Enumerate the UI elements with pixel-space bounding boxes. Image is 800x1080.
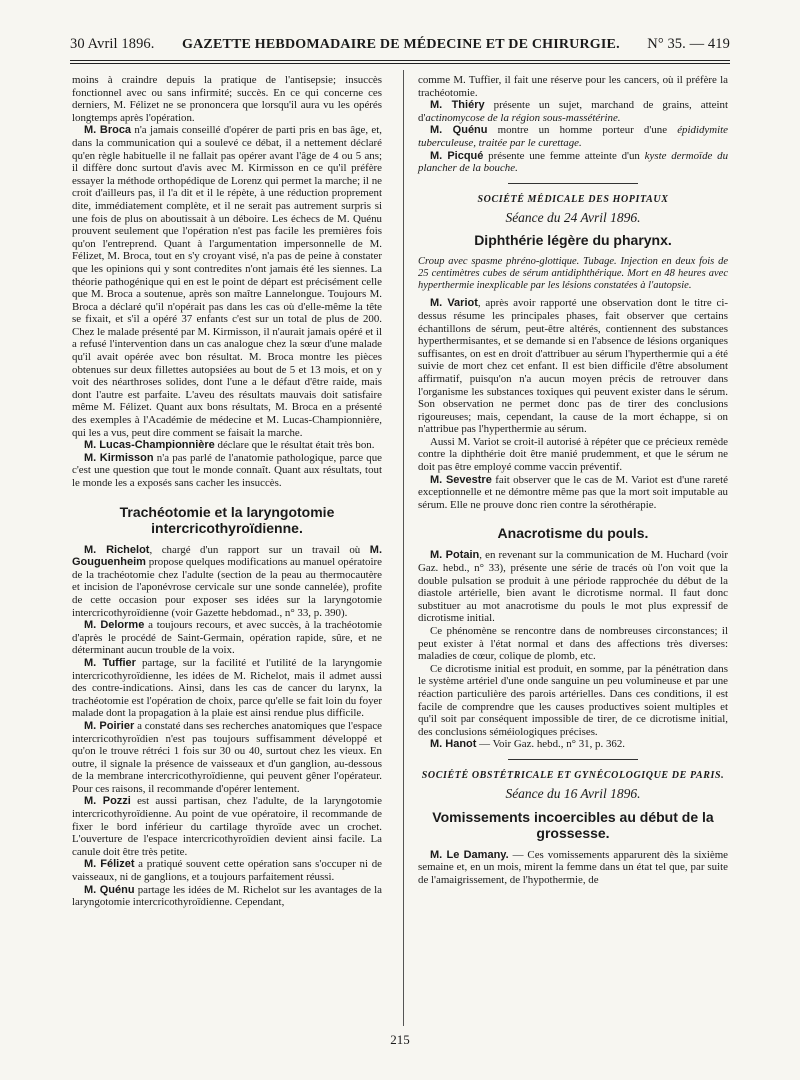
paragraph-text: a constaté dans ses recherches anatomiques que l'espace intercricothyroïdien n'est pas toujours suffisamment développé et qu'on le trouve rétréci 1 fois sur 30 ou 40, surtout chez les vieux. En outre, il signale la présence de vaisseaux et d'un ganglion, au-dessous de la membrane intercricothyroïdienne, qui peuvent gêner l'opérateur. Pour ces raisons, il recommande d'opérer lentement. [72,719,382,795]
section-title: Trachéotomie et la laryngotomie intercricothyroïdienne. [119,503,335,536]
speaker-name: M. Picqué [430,149,484,162]
section-title: Vomissements incoercibles au début de la grossesse. [432,808,714,841]
paragraph [418,738,728,751]
column-divider [403,70,404,1026]
paragraph-text: présente un sujet, marchand de grains, atteint d' [418,99,728,124]
paragraph: Aussi M. Variot se croit-il autorisé à répéter que ce précieux remède contre la diphthérie doit être manié prudemment, et que le sérum ne doit pas être employé comme vaccin préventif. [418,435,728,474]
speaker-name: M. Kirmisson [84,451,154,464]
speaker-name: M. Tuffier [84,656,136,669]
section-title: Anacrotisme du pouls. [497,525,649,542]
header-issue-page: N° 35. — 419 [647,36,730,52]
paragraph [72,795,382,858]
running-header [70,36,730,53]
speaker-name: M. Lucas-Championnière [84,439,215,452]
paragraph-text: — Voir Gaz. hebd., n° 31, p. 362. [476,738,625,751]
section-divider [508,759,638,760]
section-summary: Croup avec spasme phréno-glottique. Tubage. Injection en deux fois de 25 centimètres cubes de sérum antidiphthérique. Mort en 48 heures avec hyperthermie inexplicable par les lésions constatées à l'autopsie. [418,256,728,292]
speaker-name: M. Hanot [430,738,477,751]
paragraph [72,657,382,720]
paragraph-text: fait observer que le cas de M. Variot est d'une rareté exceptionnelle et ne démontre même pas que la mort soit imputable au sérum. Elle ne prouve donc rien contre la sérothérapie. [418,473,728,511]
paragraph-text: déclare que le résultat était très bon. [214,439,375,452]
paragraph [72,884,382,909]
speaker-name: M. Pozzi [84,795,131,808]
speaker-name: M. Richelot [84,543,150,556]
speaker-name: M. Félizet [84,858,135,871]
paragraph-text: n'a pas parlé de l'anatomie pathologique, parce que c'est une question que tout le monde connaît. Quant aux résultats, tout le monde les a exposés sans cacher les insuccès. [72,451,382,489]
paragraph [72,720,382,796]
paragraph [418,99,728,124]
italic-text: kyste dermoïde du plancher de la bouche. [418,149,729,175]
speaker-name: M. Sevestre [430,473,492,486]
speaker-name: M. Quénu [430,124,488,137]
paragraph [418,150,728,175]
paragraph [418,474,728,512]
speaker-name: M. Variot [430,297,478,310]
paragraph-text: — Ces vomissements apparurent dès la sixième semaine et, en un mois, mirent la femme dans un état tel que, par suite de l'amaigrissement, de l'hypothermie, de [418,848,728,886]
header-journal-title: GAZETTE HEBDOMADAIRE DE MÉDECINE ET DE CHIRURGIE. [182,37,620,52]
italic-text: épididymite tuberculeuse, traitée par le curettage. [418,124,728,149]
paragraph-text: , en revenant sur la communication de M. Huchard (voir Gaz. hebd., n° 33), présente une série de tracés où l'on voit que la double pulsation se produit à une période rapprochée du début de la diastole artérielle, bien avant le dicrotisme normal. Il faut donc substituer au mot anacrotisme du pouls le mot plus expressif de dicrotisme initial. [418,549,729,625]
right-column [418,74,728,886]
speaker-name: M. Potain [430,549,480,562]
section-divider [508,183,638,184]
speaker-name: M. Poirier [84,719,135,732]
speaker-name: M. Le Damany. [430,848,509,861]
paragraph [72,452,382,490]
paragraph-text: partage les idées de M. Richelot sur les avantages de la laryngotomie intercricothyroïdienne. Cependant, [72,883,382,909]
society-title: SOCIÉTÉ MÉDICALE DES HOPITAUX [477,193,669,205]
paragraph [72,858,382,883]
speaker-name: M. Quénu [84,883,135,896]
paragraph [418,849,728,887]
paragraph-text: n'a jamais conseillé d'opérer de parti pris en bas âge, et, dans la communication qui a soulevé ce débat, il a nettement déclaré qu'en règle habituelle il ne fallait pas opérer avant l'âge de 4 ou 5 ans; il diffère donc surtout d'avis avec M. Kirmisson en ce qu'il préfère essayer la méthode orthopédique de Lorenz qui permet la marche; il ne croit d'ailleurs pas, il l'a dit et il le répète, à une réduction proprement dite, immédiatement complète, et il ne serait pas autrement surpris si une fois de plus on aboutissait à un déboire. Les échecs de M. Quénu prouvent seulement que l'opération n'est pas facile les premières fois qu'on l'entreprend. Quant à l'argumentation impersonnelle de M. Félizet, M. Broca, tout en s'y croyant visé, n'a pas de peine à constater que les opinions qui y sont contredites n'ont jamais été les siennes. La théorie pathogénique qui en est le point de départ est précisément celle que M. Broca a soutenue, après son maître Lannelongue. Toujours M. Broca a déclaré qu'il n'opérait pas dans les cas où d'elle-même la tête se fixait, et s'il a opéré 37 enfants c'est sur un total de plus de 200. Chez le malade présenté par M. Kirmisson, il n'aurait jamais opéré et il a refusé l'intervention dans un cas analogue chez la sœur d'une malade qu'il avait opérée avec bon résultat. M. Broca montre les pièces obtenues sur deux fillettes autopsiées au bout de 5 et 13 mois, et on y voit des néarthroses solides, dont l'une a le défaut d'être raide, mais dont l'autre est parfaite. L'aveu des résultats mauvais doit satisfaire même M. Félizet. Quant aux bons résultats, M. Broca en a présenté des exemples à l'Académie de médecine et M. Lucas-Championnière, qui les a vus, peut dire comment se faisait la marche. [72,124,382,439]
paragraph-text: a pratiqué souvent cette opération sans s'occuper ni de vaisseaux, ni de ganglions, et a toujours parfaitement réussi. [72,858,382,884]
paragraph: Ce phénomène se rencontre dans de nombreuses circonstances; il peut exister à l'état normal et dans des affections très diverses: maladies de cœur, colique de plomb, etc. [418,625,728,663]
speaker-name: M. Broca [84,124,132,137]
paragraph-text: partage, sur la facilité et l'utilité de la laryngomie intercricothyroïdienne, les idées de M. Richelot, mais il admet aussi des contre-indications. Ainsi, dans les cas de cancer du larynx, la trachéotomie est l'opération de choix, parce qu'elle se fait loin du foyer malade dont la propagation à la plaie est ainsi rendue plus difficile. [72,656,382,720]
italic-text: actinomycose de la région sous-massétérine. [425,111,621,124]
paragraph-text: présente une femme atteinte d'un [483,149,645,162]
paragraph [72,439,382,452]
speaker-name: M. Gouguenheim [72,543,383,569]
paragraph [418,549,728,625]
session-date: Séance du 16 Avril 1896. [505,785,641,801]
paragraph-text: propose quelques modifications au manuel opératoire de la trachéotomie chez l'adulte (section de la peau au thermocautère et incision de l'aponévrose cervicale sur une sonde cannelée), profite de cette occasion pour exposer ses idées sur la laryngotomie intercricothyroïdienne (voir Gazette hebdomad., n° 33, p. 390). [72,556,382,619]
paragraph [72,619,382,657]
paragraph [72,124,382,439]
society-title: SOCIÉTÉ OBSTÉTRICALE ET GYNÉCOLOGIQUE DE PARIS. [421,769,725,781]
paragraph: comme M. Tuffier, il fait une réserve pour les cancers, où il préfère la trachéotomie. [418,74,728,99]
left-column [72,74,382,909]
paragraph-text: montre un homme porteur d'une [487,124,678,137]
session-date: Séance du 24 Avril 1896. [505,209,641,225]
header-date: 30 Avril 1896. [70,36,155,52]
page-number: 215 [390,1032,410,1047]
paragraph: moins à craindre depuis la pratique de l'antisepsie; insuccès fonctionnel avec ou sans infirmité; succès. En ce qui concerne ces derniers, M. Félizet ne se prononcera que lorsqu'il aura vu les opérés longtemps après l'opération. [72,74,382,124]
speaker-name: M. Thiéry [430,99,485,112]
paragraph-text: , après avoir rapporté une observation dont le titre ci-dessus résume les principales phases, fait observer que certains échantillons de sérum, peut-être altérés, contiennent des substances hyperthermisantes, et se demande si en l'absence de lésions organiques suffisantes, on est en droit d'attribuer au sérum l'hyperthermie qui a été suivie de mort chez cet enfant. Il est bien difficile d'être absolument affirmatif, puisqu'on n'a aucun moyen précis de retrouver dans l'organisme les substances toxiques qui peuvent exister dans le sérum. Son observation ne permet donc pas de tirer des conclusions rigoureuses; mais, cependant, la cause de la mort échappe, si on n'attribue pas l'hyperthermie au sérum. [418,297,729,436]
header-rule [70,60,730,64]
paragraph [418,124,728,149]
paragraph-text: est aussi partisan, chez l'adulte, de la laryngotomie intercricothyroïdienne. Au point de vue opératoire, il recommande de fixer le bord inférieur du cartilage thyroïde avec un crochet. L'ouverture de l'espace intercricothyroïdien devient ainsi facile. La canule doit être très petite. [72,795,382,858]
speaker-name: M. Delorme [84,619,145,632]
paragraph-text: a toujours recours, et avec succès, à la trachéotomie d'après le procédé de Saint-Germain, opération rapide, sûre, et ne déterminant aucun trouble de la voix. [72,619,382,657]
paragraph-text: , chargé d'un rapport sur un travail où [149,543,370,556]
paragraph [72,544,382,620]
section-title: Diphthérie légère du pharynx. [474,232,672,249]
paragraph [418,297,728,436]
paragraph: Ce dicrotisme initial est produit, en somme, par la pénétration dans le système artériel d'une onde sanguine un peu volumineuse et par une réaction particulière des parois artérielles. Dans ces conditions, il est facile de comprendre que les causes productives soient multiples et qu'il soit par conséquent impossible de tirer, de ce dicrotisme initial, des conclusions séméiologiques précises. [418,662,728,738]
